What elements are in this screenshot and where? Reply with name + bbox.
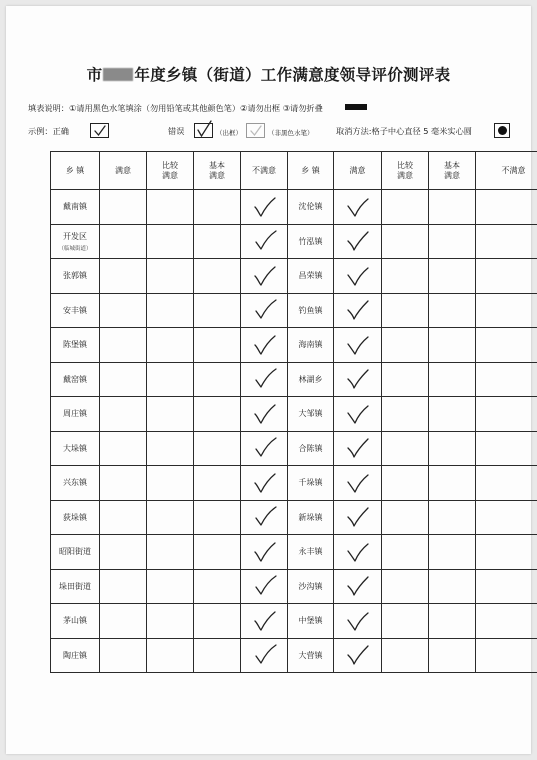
town-name-cell (288, 638, 334, 673)
town-name-cell (51, 466, 100, 501)
rating-cell-basically-satisfied[interactable] (194, 224, 241, 259)
rating-cell-satisfied[interactable] (334, 604, 382, 639)
table-row (51, 500, 537, 535)
rating-cell-satisfied[interactable] (334, 500, 382, 535)
rating-cell-satisfied[interactable] (334, 224, 382, 259)
cancel-example-box (494, 123, 510, 138)
town-name-cell (288, 224, 334, 259)
page-title (6, 63, 531, 85)
rating-cell-basically-satisfied[interactable] (194, 259, 241, 294)
rating-cell-basically-satisfied[interactable] (429, 500, 476, 535)
non-black-pen-note: （非黑色水笔） (268, 129, 314, 137)
rating-cell-satisfied[interactable] (334, 569, 382, 604)
check-mark-icon (344, 436, 372, 460)
rating-cell-unsatisfied[interactable] (476, 604, 537, 639)
rating-cell-relatively-satisfied[interactable] (382, 535, 429, 570)
rating-cell-relatively-satisfied[interactable] (147, 604, 194, 639)
town-name: 昭阳街道 (59, 547, 91, 557)
town-name-cell (288, 569, 334, 604)
town-name: 陈堡镇 (63, 340, 87, 350)
rating-cell-basically-satisfied[interactable] (194, 466, 241, 501)
rating-cell-basically-satisfied[interactable] (194, 293, 241, 328)
table-row (51, 569, 537, 604)
town-name: 沈伦镇 (298, 202, 323, 212)
check-mark-icon (250, 471, 278, 495)
rating-cell-basically-satisfied[interactable] (429, 190, 476, 225)
town-name: 茅山镇 (63, 616, 87, 626)
rating-cell-unsatisfied[interactable] (476, 500, 537, 535)
check-mark-icon (250, 540, 278, 564)
instructions (28, 103, 367, 114)
rating-cell-satisfied[interactable] (100, 604, 147, 639)
town-name-cell (288, 259, 334, 294)
town-name: 沙沟镇 (298, 581, 323, 591)
wrong-out-of-box-example (194, 123, 213, 138)
town-name: 合陈镇 (298, 443, 323, 453)
table-row (51, 466, 537, 501)
town-name-cell (51, 431, 100, 466)
rating-cell-relatively-satisfied[interactable] (382, 224, 429, 259)
rating-cell-satisfied[interactable] (100, 500, 147, 535)
rating-cell-satisfied[interactable] (100, 638, 147, 673)
town-name-cell (51, 604, 100, 639)
rating-cell-satisfied[interactable] (100, 535, 147, 570)
rating-cell-satisfied[interactable] (100, 293, 147, 328)
check-mark-icon (344, 471, 372, 495)
rating-cell-relatively-satisfied[interactable] (147, 535, 194, 570)
town-name: 陶庄镇 (63, 650, 87, 660)
town-name: 戴南镇 (63, 202, 87, 212)
wrong-color-example (246, 123, 265, 138)
rating-cell-satisfied[interactable] (100, 431, 147, 466)
black-marker (345, 104, 367, 110)
check-mark-icon (344, 229, 372, 253)
table-row (51, 604, 537, 639)
town-name-cell (288, 328, 334, 363)
rating-cell-relatively-satisfied[interactable] (382, 362, 429, 397)
table-row (51, 190, 537, 225)
rating-cell-basically-satisfied[interactable] (429, 569, 476, 604)
check-icon (92, 124, 108, 138)
check-mark-icon (250, 298, 278, 322)
town-name: 安丰镇 (63, 305, 87, 315)
town-name: 千垛镇 (298, 478, 323, 488)
check-mark-icon (250, 436, 278, 460)
town-name: 张郭镇 (63, 271, 87, 281)
check-mark-icon (344, 540, 372, 564)
check-mark-icon (344, 367, 372, 391)
rating-cell-satisfied[interactable] (334, 535, 382, 570)
rating-cell-unsatisfied[interactable] (476, 569, 537, 604)
table-row (51, 397, 537, 432)
rating-cell-basically-satisfied[interactable] (429, 431, 476, 466)
rating-cell-relatively-satisfied[interactable] (382, 604, 429, 639)
instructions-text: 填表说明：①请用黑色水笔填涂（勿用铅笔或其他颜色笔）②请勿出框 ③请勿折叠 (28, 103, 323, 113)
town-name: 竹泓镇 (298, 236, 323, 246)
rating-cell-satisfied[interactable] (334, 397, 382, 432)
town-name: 荻垛镇 (63, 512, 87, 522)
rating-cell-unsatisfied[interactable] (241, 535, 288, 570)
table-row (51, 431, 537, 466)
rating-cell-unsatisfied[interactable] (241, 293, 288, 328)
rating-cell-satisfied[interactable] (100, 466, 147, 501)
rating-cell-satisfied[interactable] (100, 362, 147, 397)
town-name-cell (51, 500, 100, 535)
town-name-cell (288, 397, 334, 432)
rating-cell-relatively-satisfied[interactable] (147, 293, 194, 328)
rating-cell-basically-satisfied[interactable] (194, 604, 241, 639)
rating-cell-unsatisfied[interactable] (476, 638, 537, 673)
rating-cell-basically-satisfied[interactable] (429, 535, 476, 570)
cancel-method-text: 取消方法:格子中心直径 5 毫米实心圆 (336, 126, 472, 136)
town-name: 海南镇 (298, 340, 323, 350)
town-name-cell (288, 190, 334, 225)
rating-cell-unsatisfied[interactable] (476, 431, 537, 466)
town-name-cell (51, 397, 100, 432)
table-body (51, 190, 537, 673)
rating-cell-unsatisfied[interactable] (241, 328, 288, 363)
town-name-cell (288, 293, 334, 328)
rating-cell-satisfied[interactable] (334, 638, 382, 673)
town-name-cell (51, 535, 100, 570)
rating-cell-unsatisfied[interactable] (476, 190, 537, 225)
rating-cell-satisfied[interactable] (334, 431, 382, 466)
header-relatively-satisfied: 比较 满意 (382, 152, 429, 190)
evaluation-table (50, 151, 537, 673)
rating-cell-unsatisfied[interactable] (241, 397, 288, 432)
rating-cell-relatively-satisfied[interactable] (147, 431, 194, 466)
check-mark-icon (250, 574, 278, 598)
rating-cell-satisfied[interactable] (100, 259, 147, 294)
title-suffix: 年度乡镇（街道）工作满意度领导评价测评表 (134, 66, 451, 84)
rating-cell-basically-satisfied[interactable] (429, 259, 476, 294)
table-row (51, 224, 537, 259)
table-row (51, 259, 537, 294)
check-mark-icon (250, 229, 278, 253)
rating-cell-relatively-satisfied[interactable] (382, 638, 429, 673)
rating-cell-relatively-satisfied[interactable] (147, 259, 194, 294)
rating-cell-relatively-satisfied[interactable] (382, 569, 429, 604)
town-name: 戴窑镇 (63, 374, 87, 384)
town-name: 林湖乡 (298, 374, 323, 384)
title-prefix: 市 (86, 66, 103, 84)
town-subname: （临城街道） (58, 245, 92, 252)
town-name-cell (51, 259, 100, 294)
check-mark-icon (344, 333, 372, 357)
rating-cell-unsatisfied[interactable] (241, 500, 288, 535)
check-mark-icon (344, 264, 372, 288)
filled-circle-icon (498, 126, 507, 135)
rating-cell-relatively-satisfied[interactable] (147, 362, 194, 397)
rating-cell-unsatisfied[interactable] (241, 259, 288, 294)
redacted-year (103, 68, 133, 81)
rating-cell-unsatisfied[interactable] (241, 638, 288, 673)
rating-cell-relatively-satisfied[interactable] (147, 500, 194, 535)
town-name: 兴东镇 (63, 478, 87, 488)
rating-cell-unsatisfied[interactable] (476, 293, 537, 328)
town-name: 周庄镇 (63, 409, 87, 419)
header-basically-satisfied: 基本 满意 (429, 152, 476, 190)
check-mark-icon (250, 643, 278, 667)
rating-cell-unsatisfied[interactable] (241, 604, 288, 639)
town-name-cell (288, 431, 334, 466)
rating-cell-satisfied[interactable] (100, 569, 147, 604)
check-mark-icon (344, 505, 372, 529)
rating-cell-unsatisfied[interactable] (241, 224, 288, 259)
town-name: 大垛镇 (63, 443, 87, 453)
rating-cell-basically-satisfied[interactable] (194, 638, 241, 673)
rating-cell-relatively-satisfied[interactable] (147, 224, 194, 259)
check-mark-icon (344, 402, 372, 426)
rating-cell-basically-satisfied[interactable] (194, 362, 241, 397)
table-row (51, 535, 537, 570)
out-of-box-note: （出框） (216, 129, 242, 137)
table-row (51, 328, 537, 363)
town-name-cell (288, 500, 334, 535)
rating-cell-relatively-satisfied[interactable] (382, 259, 429, 294)
check-mark-icon (250, 505, 278, 529)
rating-cell-relatively-satisfied[interactable] (147, 638, 194, 673)
header-satisfied: 满意 (100, 152, 147, 190)
rating-cell-relatively-satisfied[interactable] (382, 328, 429, 363)
header-satisfied: 满意 (334, 152, 382, 190)
town-name: 钓鱼镇 (298, 305, 323, 315)
check-mark-icon (250, 609, 278, 633)
rating-cell-basically-satisfied[interactable] (194, 569, 241, 604)
check-icon (196, 124, 212, 138)
rating-cell-relatively-satisfied[interactable] (382, 466, 429, 501)
rating-cell-unsatisfied[interactable] (476, 259, 537, 294)
town-name-cell (51, 362, 100, 397)
rating-cell-basically-satisfied[interactable] (194, 535, 241, 570)
rating-cell-relatively-satisfied[interactable] (382, 500, 429, 535)
town-name-cell (288, 535, 334, 570)
rating-cell-unsatisfied[interactable] (241, 569, 288, 604)
rating-cell-relatively-satisfied[interactable] (147, 569, 194, 604)
rating-cell-relatively-satisfied[interactable] (147, 190, 194, 225)
town-name-cell (288, 604, 334, 639)
rating-cell-relatively-satisfied[interactable] (382, 190, 429, 225)
header-unsatisfied: 不满意 (476, 152, 537, 190)
rating-cell-relatively-satisfied[interactable] (147, 328, 194, 363)
town-name-cell (288, 466, 334, 501)
town-name: 开发区 (63, 231, 87, 241)
check-mark-icon (250, 195, 278, 219)
survey-sheet (6, 6, 531, 754)
header-town: 乡 镇 (51, 152, 100, 190)
rating-cell-basically-satisfied[interactable] (429, 466, 476, 501)
header-unsatisfied: 不满意 (241, 152, 288, 190)
rating-cell-relatively-satisfied[interactable] (147, 466, 194, 501)
rating-cell-satisfied[interactable] (100, 224, 147, 259)
rating-cell-satisfied[interactable] (100, 328, 147, 363)
example-row (28, 124, 520, 140)
rating-cell-satisfied[interactable] (100, 397, 147, 432)
rating-cell-unsatisfied[interactable] (476, 224, 537, 259)
rating-cell-satisfied[interactable] (334, 259, 382, 294)
rating-cell-unsatisfied[interactable] (476, 466, 537, 501)
town-name: 中堡镇 (298, 616, 323, 626)
rating-cell-satisfied[interactable] (334, 328, 382, 363)
town-name-cell (51, 190, 100, 225)
rating-cell-basically-satisfied[interactable] (429, 328, 476, 363)
wrong-label: 错误 (168, 126, 185, 136)
rating-cell-unsatisfied[interactable] (476, 397, 537, 432)
town-name: 新垛镇 (298, 512, 323, 522)
check-mark-icon (344, 298, 372, 322)
rating-cell-basically-satisfied[interactable] (429, 397, 476, 432)
rating-cell-basically-satisfied[interactable] (429, 604, 476, 639)
check-mark-icon (250, 402, 278, 426)
town-name: 大营镇 (298, 650, 323, 660)
check-mark-icon (250, 367, 278, 391)
rating-cell-basically-satisfied[interactable] (429, 638, 476, 673)
town-name: 昌荣镇 (298, 271, 323, 281)
check-mark-icon (250, 264, 278, 288)
check-icon (248, 124, 264, 138)
rating-cell-basically-satisfied[interactable] (194, 190, 241, 225)
town-name-cell (51, 638, 100, 673)
rating-cell-unsatisfied[interactable] (241, 362, 288, 397)
check-mark-icon (250, 333, 278, 357)
rating-cell-unsatisfied[interactable] (476, 328, 537, 363)
table-row (51, 362, 537, 397)
check-mark-icon (344, 574, 372, 598)
check-mark-icon (344, 195, 372, 219)
rating-cell-unsatisfied[interactable] (241, 431, 288, 466)
rating-cell-relatively-satisfied[interactable] (382, 293, 429, 328)
town-name: 垛田街道 (59, 581, 91, 591)
town-name: 永丰镇 (298, 547, 323, 557)
rating-cell-satisfied[interactable] (334, 362, 382, 397)
rating-cell-unsatisfied[interactable] (241, 466, 288, 501)
header-basically-satisfied: 基本 满意 (194, 152, 241, 190)
rating-cell-relatively-satisfied[interactable] (382, 397, 429, 432)
rating-cell-basically-satisfied[interactable] (194, 328, 241, 363)
table-header-row (51, 152, 537, 190)
check-mark-icon (344, 643, 372, 667)
rating-cell-unsatisfied[interactable] (476, 535, 537, 570)
rating-cell-satisfied[interactable] (100, 190, 147, 225)
town-name-cell (51, 293, 100, 328)
town-name: 大邹镇 (298, 409, 323, 419)
rating-cell-basically-satisfied[interactable] (429, 362, 476, 397)
rating-cell-satisfied[interactable] (334, 466, 382, 501)
rating-cell-basically-satisfied[interactable] (194, 431, 241, 466)
header-relatively-satisfied: 比较 满意 (147, 152, 194, 190)
town-name-cell (51, 328, 100, 363)
check-mark-icon (344, 609, 372, 633)
rating-cell-unsatisfied[interactable] (241, 190, 288, 225)
rating-cell-basically-satisfied[interactable] (429, 224, 476, 259)
correct-example-box (90, 123, 109, 138)
header-town: 乡 镇 (288, 152, 334, 190)
rating-cell-relatively-satisfied[interactable] (147, 397, 194, 432)
town-name-cell (288, 362, 334, 397)
correct-label: 示例：正确 (28, 126, 69, 136)
town-name-cell (51, 569, 100, 604)
rating-cell-basically-satisfied[interactable] (194, 500, 241, 535)
table-row (51, 638, 537, 673)
rating-cell-unsatisfied[interactable] (476, 362, 537, 397)
rating-cell-satisfied[interactable] (334, 190, 382, 225)
rating-cell-relatively-satisfied[interactable] (382, 431, 429, 466)
rating-cell-basically-satisfied[interactable] (194, 397, 241, 432)
table-row (51, 293, 537, 328)
rating-cell-basically-satisfied[interactable] (429, 293, 476, 328)
rating-cell-satisfied[interactable] (334, 293, 382, 328)
town-name-cell (51, 224, 100, 259)
